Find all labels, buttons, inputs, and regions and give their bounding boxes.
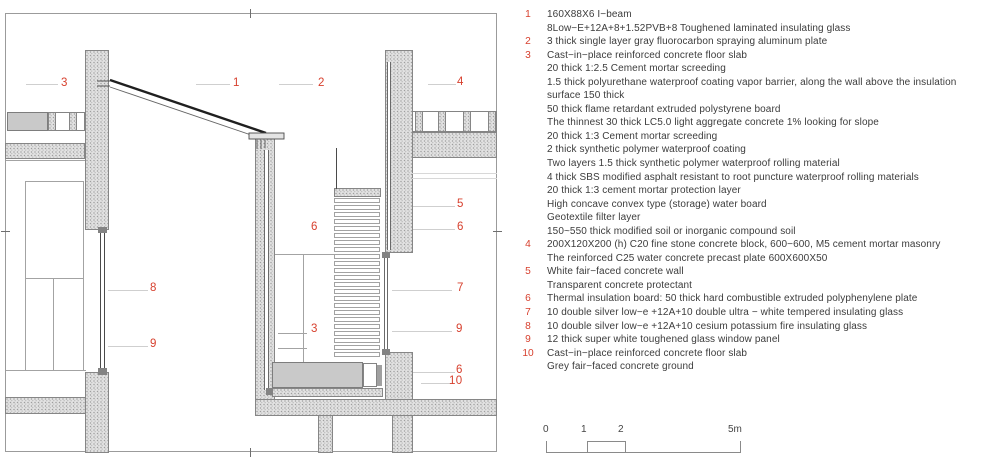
legend-item-text: High concave convex type (storage) water board [547,198,767,210]
legend-item-text: 12 thick super white toughened glass window panel [547,334,780,346]
legend-row [521,361,999,375]
legend-item-number: 8 [525,320,531,332]
legend-item-text: 10 double silver low−e +12A+10 double ultra − white tempered insulating glass [547,307,904,319]
legend-item-text: Thermal insulation board: 50 thick hard combustible extruded polyphenylene plate [547,293,918,305]
legend-item-number: 9 [525,334,531,346]
legend-panel [521,9,999,375]
callout-number: 2 [318,77,325,89]
legend-row [521,307,999,321]
callout-number: 1 [233,77,240,89]
scale-tick-label: 0 [543,424,549,435]
legend-item-text: Cast−in−place reinforced concrete floor slab [547,49,748,61]
legend-item-text: Two layers 1.5 thick synthetic polymer waterproof rolling material [547,158,840,170]
scale-bar-step-top [587,441,626,442]
legend-row [521,293,999,307]
legend-item-text: Transparent concrete protectant [547,279,693,291]
leader-line [392,331,452,332]
leader-line [413,206,455,207]
legend-row [521,63,999,77]
callout-number: 9 [150,338,157,350]
callout-number: 3 [61,77,68,89]
legend-item-text: The reinforced C25 water concrete precast plate 600X600X50 [547,252,828,264]
legend-row [521,172,999,186]
legend-row [521,23,999,37]
legend-item-text: 20 thick 1:3 cement mortar protection layer [547,185,741,197]
legend-row [521,158,999,172]
legend-item-text: 150~550 thick modified soil or inorganic compound soil [547,225,796,237]
leader-line [196,84,230,85]
legend-item-text: 2 thick synthetic polymer waterproof coating [547,144,746,156]
legend-item-number: 2 [525,36,531,48]
callout-number: 3 [311,323,318,335]
legend-row [521,144,999,158]
leader-line [413,372,455,373]
callout-number: 6 [457,221,464,233]
scale-bar-end-tick [740,441,741,453]
legend-item-text: 20 thick 1:2.5 Cement mortar screeding [547,63,726,75]
legend-row [521,36,999,50]
legend-item-text: Geotextile filter layer [547,212,641,224]
legend-item-text: 8Low−E+12A+8+1.52PVB+8 Toughened laminated insulating glass [547,22,851,34]
legend-item-number: 3 [525,49,531,61]
legend-item-text: 160X88X6 I−beam [547,9,632,20]
legend-row [521,253,999,267]
scale-bar-end-tick [546,441,547,453]
legend-item-number: 4 [525,239,531,251]
legend-item-text: 4 thick SBS modified asphalt resistant to root puncture waterproof rolling materials [547,171,919,183]
legend-item-text: 20 thick 1:3 Cement mortar screeding [547,130,718,142]
legend-row [521,77,999,91]
leader-line [421,383,451,384]
legend-item-text: 1.5 thick polyurethane waterproof coating vapor barrier, along the wall above the insulation [547,76,957,88]
legend-item-number: 10 [522,347,534,359]
leader-line [428,84,456,85]
callout-number: 4 [457,76,464,88]
legend-row [521,239,999,253]
leader-line [108,346,148,347]
scale-tick-label: 2 [618,424,624,435]
legend-row [521,334,999,348]
legend-row [521,212,999,226]
legend-row [521,185,999,199]
leader-line [392,290,452,291]
callout-number: 10 [449,375,463,387]
scale-tick-label: 1 [581,424,587,435]
legend-row [521,321,999,335]
leader-line [279,84,313,85]
legend-item-number: 5 [525,266,531,278]
legend-row [521,199,999,213]
legend-row [521,117,999,131]
legend-item-text: Cast−in−place reinforced concrete floor slab [547,347,748,359]
callout-number: 7 [457,282,464,294]
legend-item-text: 10 double silver low−e +12A+10 cesium potassium fire insulating glass [547,320,868,332]
scale-bar-step-side [587,441,588,453]
legend-row [521,266,999,280]
callout-number: 9 [456,323,463,335]
legend-item-text: Grey fair−faced concrete ground [547,361,694,373]
callout-number: 5 [457,198,464,210]
legend-row [521,131,999,145]
legend-item-number: 7 [525,307,531,319]
leader-line [26,84,58,85]
scale-tick-label: 5m [728,424,742,435]
leader-line [413,229,455,230]
legend-row [521,9,999,23]
legend-item-text: 50 thick flame retardant extruded polystyrene board [547,103,781,115]
legend-row [521,226,999,240]
legend-item-text: surface 150 thick [547,90,625,102]
legend-item-number: 6 [525,293,531,305]
callout-number: 8 [150,282,157,294]
legend-item-number: 1 [525,9,531,20]
legend-item-text: 200X120X200 (h) C20 fine stone concrete block, 600−600, M5 cement mortar masonry [547,239,941,251]
leader-line [108,290,148,291]
scale-bar-step-side [625,441,626,453]
legend-row [521,280,999,294]
callout-number: 6 [311,221,318,233]
legend-item-text: The thinnest 30 thick LC5.0 light aggregate concrete 1% looking for slope [547,117,879,129]
callout-number: 6 [456,364,463,376]
legend-item-text: 3 thick single layer gray fluorocarbon spraying aluminum plate [547,36,828,48]
legend-row [521,90,999,104]
scale-bar-baseline [546,452,740,453]
legend-row [521,104,999,118]
legend-row [521,50,999,64]
legend-row [521,348,999,362]
legend-item-text: White fair−faced concrete wall [547,266,684,278]
